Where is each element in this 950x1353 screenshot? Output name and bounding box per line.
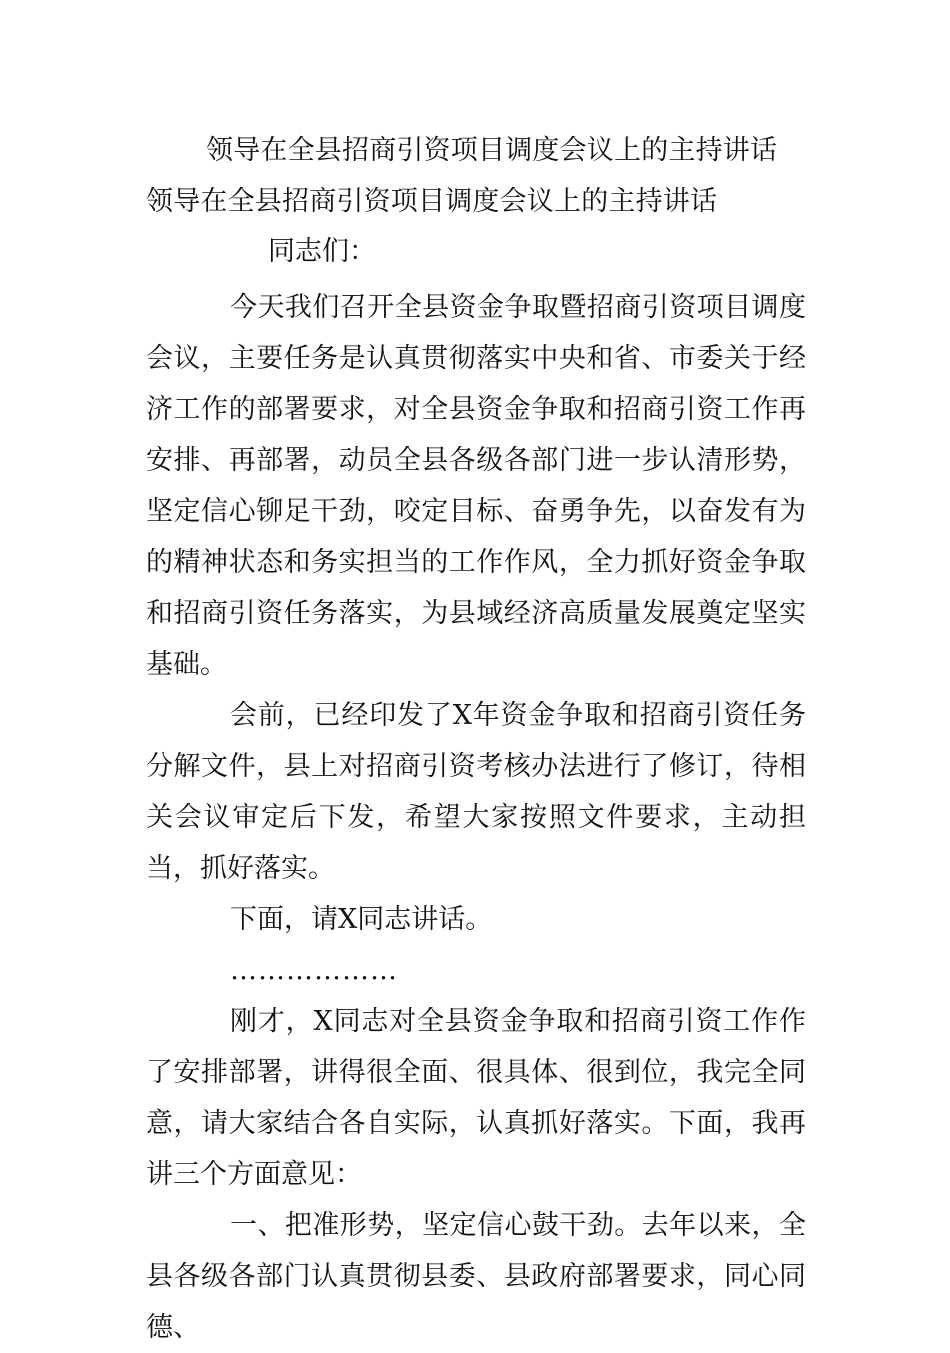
document-subtitle: 领导在全县招商引资项目调度会议上的主持讲话 xyxy=(146,186,718,217)
document-title: 领导在全县招商引资项目调度会议上的主持讲话 xyxy=(206,135,778,166)
paragraph-invite-speaker: 下面，请X同志讲话。 xyxy=(230,904,493,935)
paragraph-opening: 今天我们召开全县资金争取暨招商引资项目调度会议，主要任务是认真贯彻落实中央和省、市委关于经济工作的部署要求，对全县资金争取和招商引资工作再安排、再部署，动员全县各级各部门进一步认清形势，坚定信心铆足干劲，咬定目标、奋勇争先，以奋发有为的精神状态和务实担当的工作作风，全力抓好资金争取和招商引资任务落实，为县域经济高质量发展奠定坚实基础。 xyxy=(146,292,806,680)
paragraph-ellipsis: ……………… xyxy=(230,955,398,986)
greeting: 同志们： xyxy=(268,236,376,267)
paragraph-remarks: 刚才，X同志对全县资金争取和招商引资工作作了安排部署，讲得很全面、很具体、很到位，我完全同意，请大家结合各自实际，认真抓好落实。下面，我再讲三个方面意见： xyxy=(146,1006,806,1190)
paragraph-pre-meeting: 会前，已经印发了X年资金争取和招商引资任务分解文件，县上对招商引资考核办法进行了修订，待相关会议审定后下发，希望大家按照文件要求，主动担当，抓好落实。 xyxy=(146,700,806,884)
paragraph-section-one: 一、把准形势，坚定信心鼓干劲。去年以来，全县各级各部门认真贯彻县委、县政府部署要求，同心同德、 xyxy=(146,1210,806,1343)
document-body xyxy=(146,282,806,1353)
